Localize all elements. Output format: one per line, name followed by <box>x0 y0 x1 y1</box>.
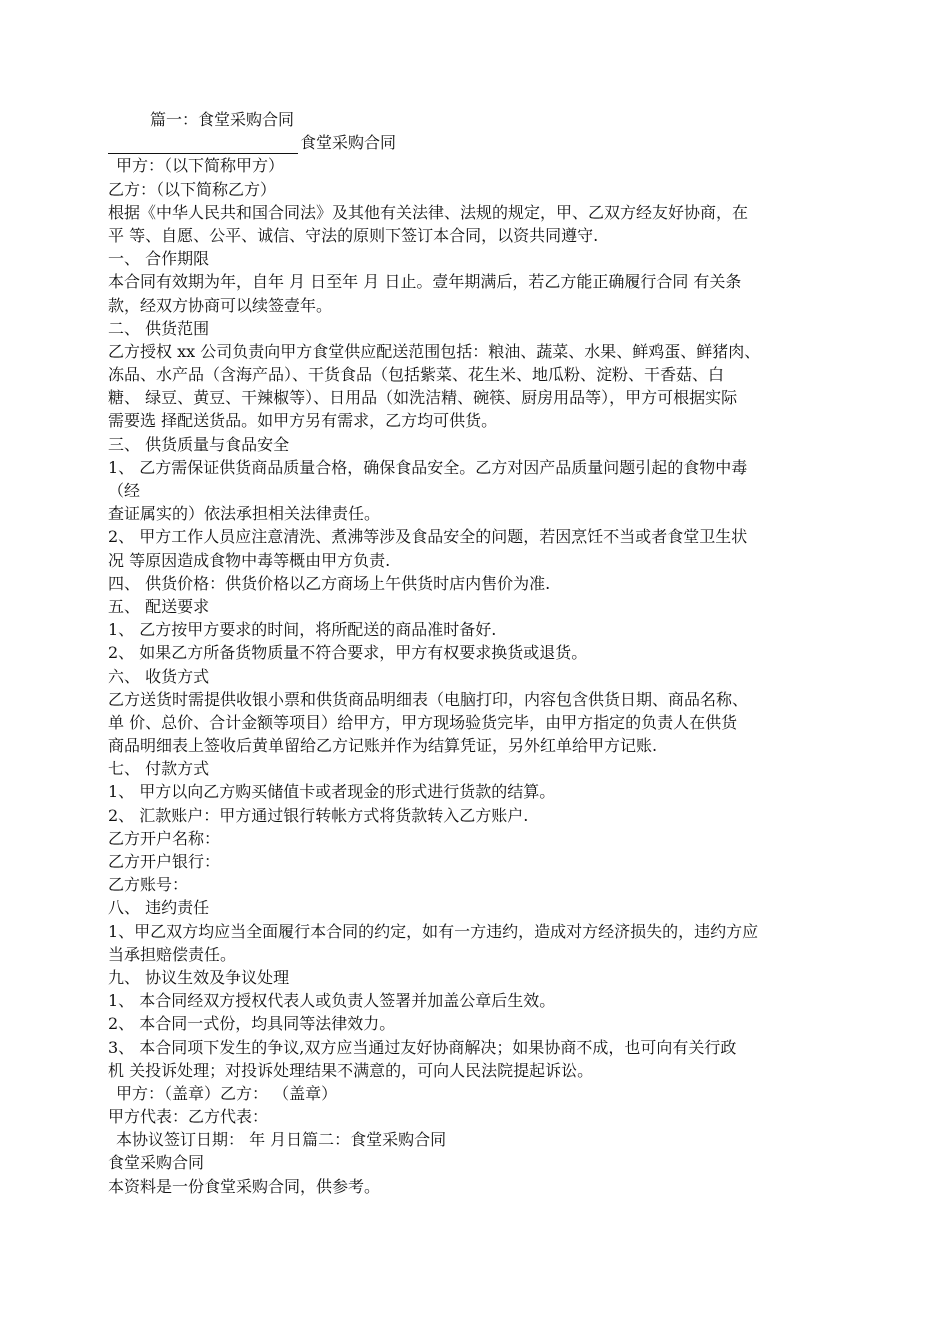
body-line: 根据《中华人民共和国合同法》及其他有关法律、法规的规定，甲、乙双方经友好协商，在 <box>108 202 749 222</box>
party-a-line: 甲方：（以下简称甲方） <box>116 156 285 176</box>
body-line: 单 价、总价、合计金额等项目）给甲方，甲方现场验货完毕，由甲方指定的负责人在供货 <box>108 712 738 732</box>
body-line: 平 等、自愿、公平、诚信、守法的原则下签订本合同，以资共同遵守. <box>108 225 599 245</box>
body-line: 当承担赔偿责任。 <box>108 944 237 964</box>
clause-heading: 一、 合作期限 <box>108 249 210 269</box>
account-bank-line: 乙方开户银行： <box>108 852 221 871</box>
body-line: 商品明细表上签收后黄单留给乙方记账并作为结算凭证，另外红单给甲方记账. <box>108 736 658 756</box>
body-line: 糖、 绿豆、黄豆、干辣椒等）、日用品（如洗洁精、碗筷、厨房用品等），甲方可根据实际 <box>108 388 738 408</box>
body-line: 1、 本合同经双方授权代表人或负责人签署并加盖公章后生效。 <box>108 991 556 1011</box>
body-line: 本合同有效期为年，自年 月 日至年 月 日止。壹年期满后，若乙方能正确履行合同 有关条 <box>108 272 742 292</box>
contract-document <box>108 108 843 1198</box>
body-line: 1、 乙方按甲方要求的时间，将所配送的商品准时备好. <box>108 620 497 640</box>
body-line: 乙方授权 xx 公司负责向甲方食堂供应配送范围包括：粮油、蔬菜、水果、鲜鸡蛋、鲜猪肉、 <box>108 341 761 361</box>
body-line: 冻品、水产品（含海产品）、干货食品（包括紫菜、花生米、地瓜粉、淀粉、干香菇、白 <box>108 365 725 385</box>
body-line: 款，经双方协商可以续签壹年。 <box>108 295 333 315</box>
body-line: 3、 本合同项下发生的争议,双方应当通过友好协商解决；如果协商不成，也可向有关行政 <box>108 1037 737 1057</box>
signature-line: 甲方：（盖章）乙方： （盖章） <box>116 1083 338 1103</box>
body-line: 1、 乙方需保证供货商品质量合格，确保食品安全。乙方对因产品质量问题引起的食物中毒 <box>108 457 748 477</box>
clause-heading: 八、 违约责任 <box>108 898 210 918</box>
clause-heading: 七、 付款方式 <box>108 759 210 779</box>
body-line: 乙方送货时需提供收银小票和供货商品明细表（电脑打印，内容包含供货日期、商品名称、 <box>108 689 749 709</box>
contract-title: 食堂采购合同 <box>300 133 397 153</box>
clause-heading: 六、 收货方式 <box>108 666 210 686</box>
clause-heading: 二、 供货范围 <box>108 318 210 338</box>
second-contract-title: 食堂采购合同 <box>108 1153 205 1173</box>
party-b-line: 乙方：（以下简称乙方） <box>108 179 277 199</box>
clause-heading: 三、 供货质量与食品安全 <box>108 434 290 454</box>
reference-note: 本资料是一份食堂采购合同，供参考。 <box>108 1176 381 1196</box>
signing-date-line: 本协议签订日期： 年 月日篇二：食堂采购合同 <box>116 1130 447 1150</box>
section-heading: 篇一：食堂采购合同 <box>150 110 295 129</box>
body-line: 2、 甲方工作人员应注意清洗、煮沸等涉及食品安全的问题，若因烹饪不当或者食堂卫生状 <box>108 527 748 547</box>
body-line: 需要选 择配送货品。如甲方另有需求，乙方均可供货。 <box>108 411 498 431</box>
body-line: 查证属实的）依法承担相关法律责任。 <box>108 504 381 524</box>
blank-underline <box>108 136 298 154</box>
clause-heading: 四、 供货价格：供货价格以乙方商场上午供货时店内售价为准. <box>108 573 551 593</box>
body-line: 1、 甲方以向乙方购买储值卡或者现金的形式进行货款的结算。 <box>108 782 556 802</box>
clause-heading: 五、 配送要求 <box>108 596 210 616</box>
representative-line: 甲方代表：乙方代表： <box>108 1107 269 1127</box>
contract-title-row <box>108 131 843 154</box>
body-line: 2、 如果乙方所备货物质量不符合要求，甲方有权要求换货或退货。 <box>108 643 588 663</box>
body-line: 1、甲乙双方均应当全面履行本合同的约定，如有一方违约，造成对方经济损失的，违约方应 <box>108 921 759 941</box>
body-line: 况 等原因造成食物中毒等概由甲方负责. <box>108 550 391 570</box>
clause-heading: 九、 协议生效及争议处理 <box>108 967 290 987</box>
body-line: 2、 汇款账户：甲方通过银行转帐方式将货款转入乙方账户. <box>108 805 529 825</box>
body-line: （经 <box>108 481 141 500</box>
body-line: 机 关投诉处理；对投诉处理结果不满意的，可向人民法院提起诉讼。 <box>108 1060 594 1080</box>
account-number-line: 乙方账号： <box>108 875 189 895</box>
body-line: 2、 本合同一式份，均具同等法律效力。 <box>108 1014 396 1034</box>
account-name-line: 乙方开户名称： <box>108 828 221 848</box>
